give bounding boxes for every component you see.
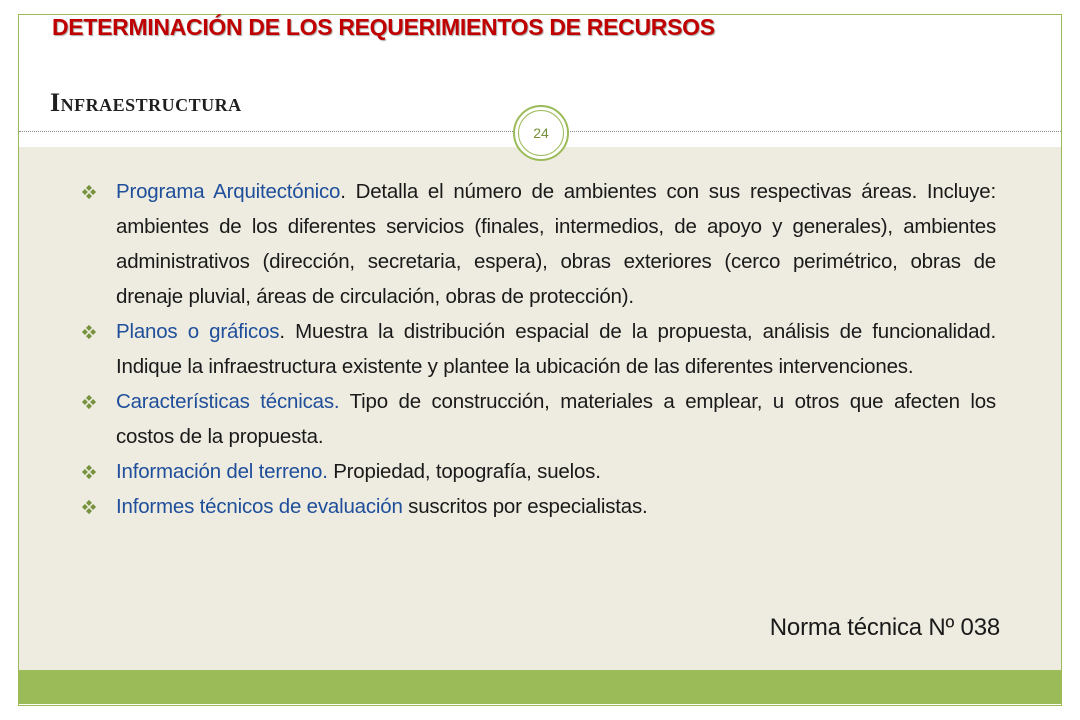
diamond-bullet-icon xyxy=(80,393,98,411)
bullet-term: Planos o gráficos xyxy=(116,320,280,343)
diamond-bullet-icon xyxy=(80,463,98,481)
list-item xyxy=(76,489,996,524)
diamond-bullet-icon xyxy=(80,183,98,201)
list-item xyxy=(76,454,996,489)
slide-title: DETERMINACIÓN DE LOS REQUERIMIENTOS DE RECURSOS xyxy=(52,14,715,40)
bullet-text: . Detalla el número de ambientes con sus respectivas áreas. Incluye: ambientes de los diferentes servicios (finales, intermedios, de apoyo y generales), ambientes administrativos (dirección, secretaria, espera), obras exteriores (cerco perimétrico, obras de drenaje pluvial, áreas de circulación, obras de protección). xyxy=(116,180,996,308)
diamond-bullet-icon xyxy=(80,323,98,341)
page-number: 24 xyxy=(533,125,549,141)
footer-note: Norma técnica Nº 038 xyxy=(769,614,1000,641)
bullet-text: suscritos por especialistas. xyxy=(402,495,648,518)
bullet-text: . Muestra la distribución espacial de la propuesta, análisis de funcionalidad. Indique la infraestructura existente y plantee la ubicación de las diferentes intervenciones. xyxy=(116,320,997,378)
bullet-term: Características técnicas. xyxy=(116,390,340,413)
list-item xyxy=(76,314,996,384)
page-number-badge xyxy=(513,105,569,161)
bullet-term: Programa Arquitectónico xyxy=(116,180,341,203)
list-item xyxy=(76,174,996,314)
diamond-bullet-icon xyxy=(80,498,98,516)
bullet-text: Propiedad, topografía, suelos. xyxy=(327,460,601,483)
bullet-list xyxy=(76,174,996,524)
bullet-term: Información del terreno. xyxy=(116,460,328,483)
bullet-term: Informes técnicos de evaluación xyxy=(116,495,403,518)
slide-subtitle: Infraestructura xyxy=(50,88,242,117)
list-item xyxy=(76,384,996,454)
bullet-text: Tipo de construcción, materiales a emplear, u otros que afecten los costos de la propuesta. xyxy=(116,390,996,448)
footer-bar xyxy=(19,670,1061,704)
